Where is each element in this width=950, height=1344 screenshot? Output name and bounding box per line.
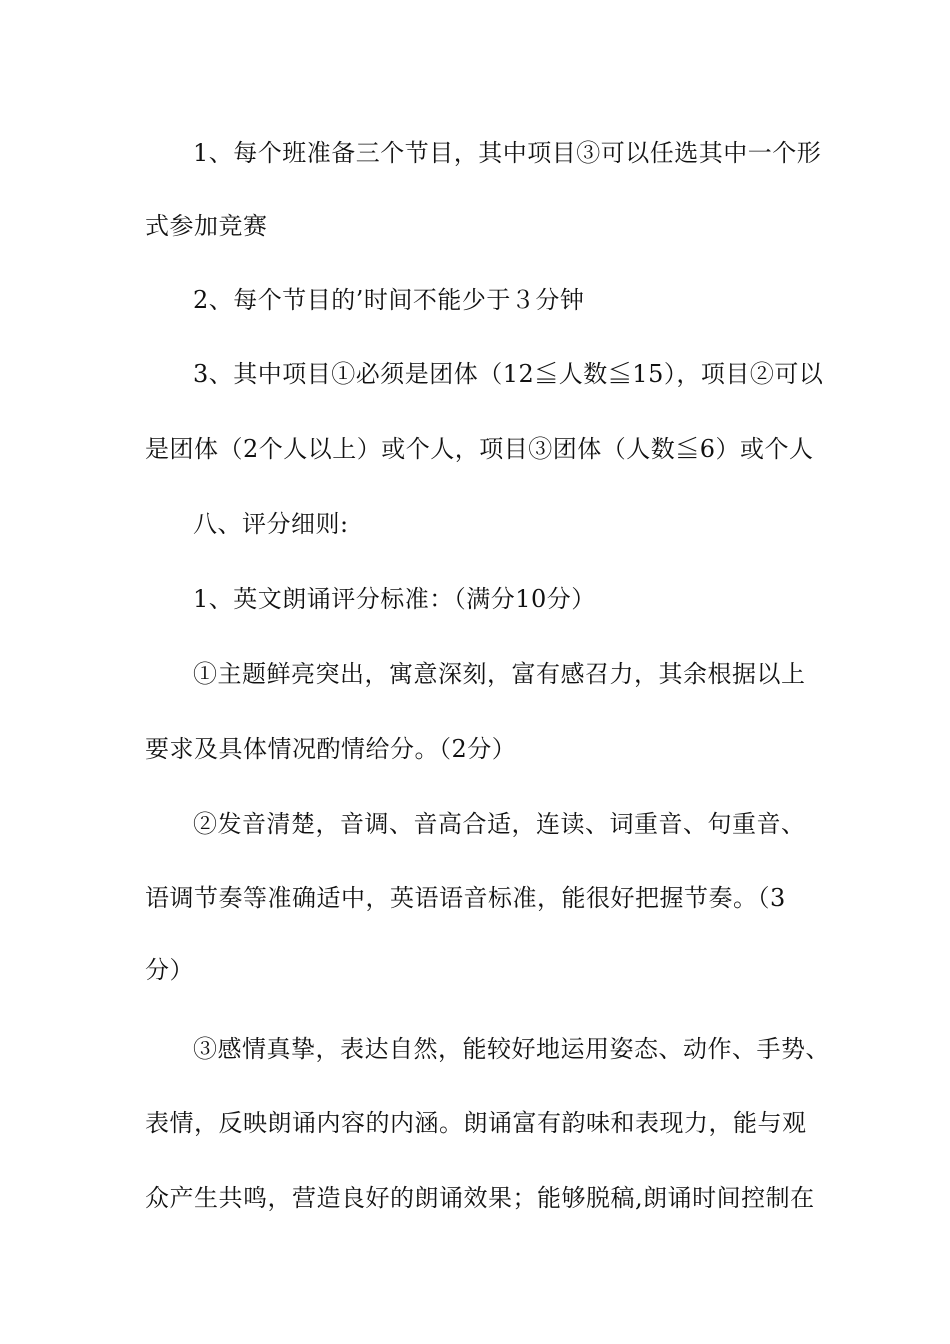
section-heading: 八、评分细则:: [193, 510, 349, 538]
paragraph-line-13: ③感情真挚，表达自然，能较好地运用姿态、动作、手势、: [193, 1035, 830, 1063]
paragraph-line-5: 是团体（2个人以上）或个人，项目③团体（人数≦6）或个人: [145, 435, 814, 463]
paragraph-line-11: 语调节奏等准确适中，英语语音标准，能很好把握节奏。（3: [145, 884, 786, 912]
paragraph-line-7: 1、英文朗诵评分标准：（满分10分）: [193, 585, 596, 613]
paragraph-line-8: ①主题鲜亮突出，寓意深刻，富有感召力，其余根据以上: [193, 660, 806, 688]
paragraph-line-15: 众产生共鸣，营造良好的朗诵效果；能够脱稿,朗诵时间控制在: [145, 1184, 815, 1212]
paragraph-line-14: 表情，反映朗诵内容的内涵。朗诵富有韵味和表现力，能与观: [145, 1109, 807, 1137]
paragraph-line-3: 2、每个节目的’时间不能少于３分钟: [193, 286, 585, 314]
paragraph-line-9: 要求及具体情况酌情给分。（2分）: [145, 735, 517, 763]
paragraph-line-4: 3、其中项目①必须是团体（12≦人数≦15），项目②可以: [193, 360, 824, 388]
paragraph-line-1: 1、每个班准备三个节目，其中项目③可以任选其中一个形: [193, 139, 822, 167]
paragraph-line-2: 式参加竞赛: [145, 212, 268, 240]
paragraph-line-12: 分）: [145, 956, 194, 984]
paragraph-line-10: ②发音清楚，音调、音高合适，连读、词重音、句重音、: [193, 810, 806, 838]
